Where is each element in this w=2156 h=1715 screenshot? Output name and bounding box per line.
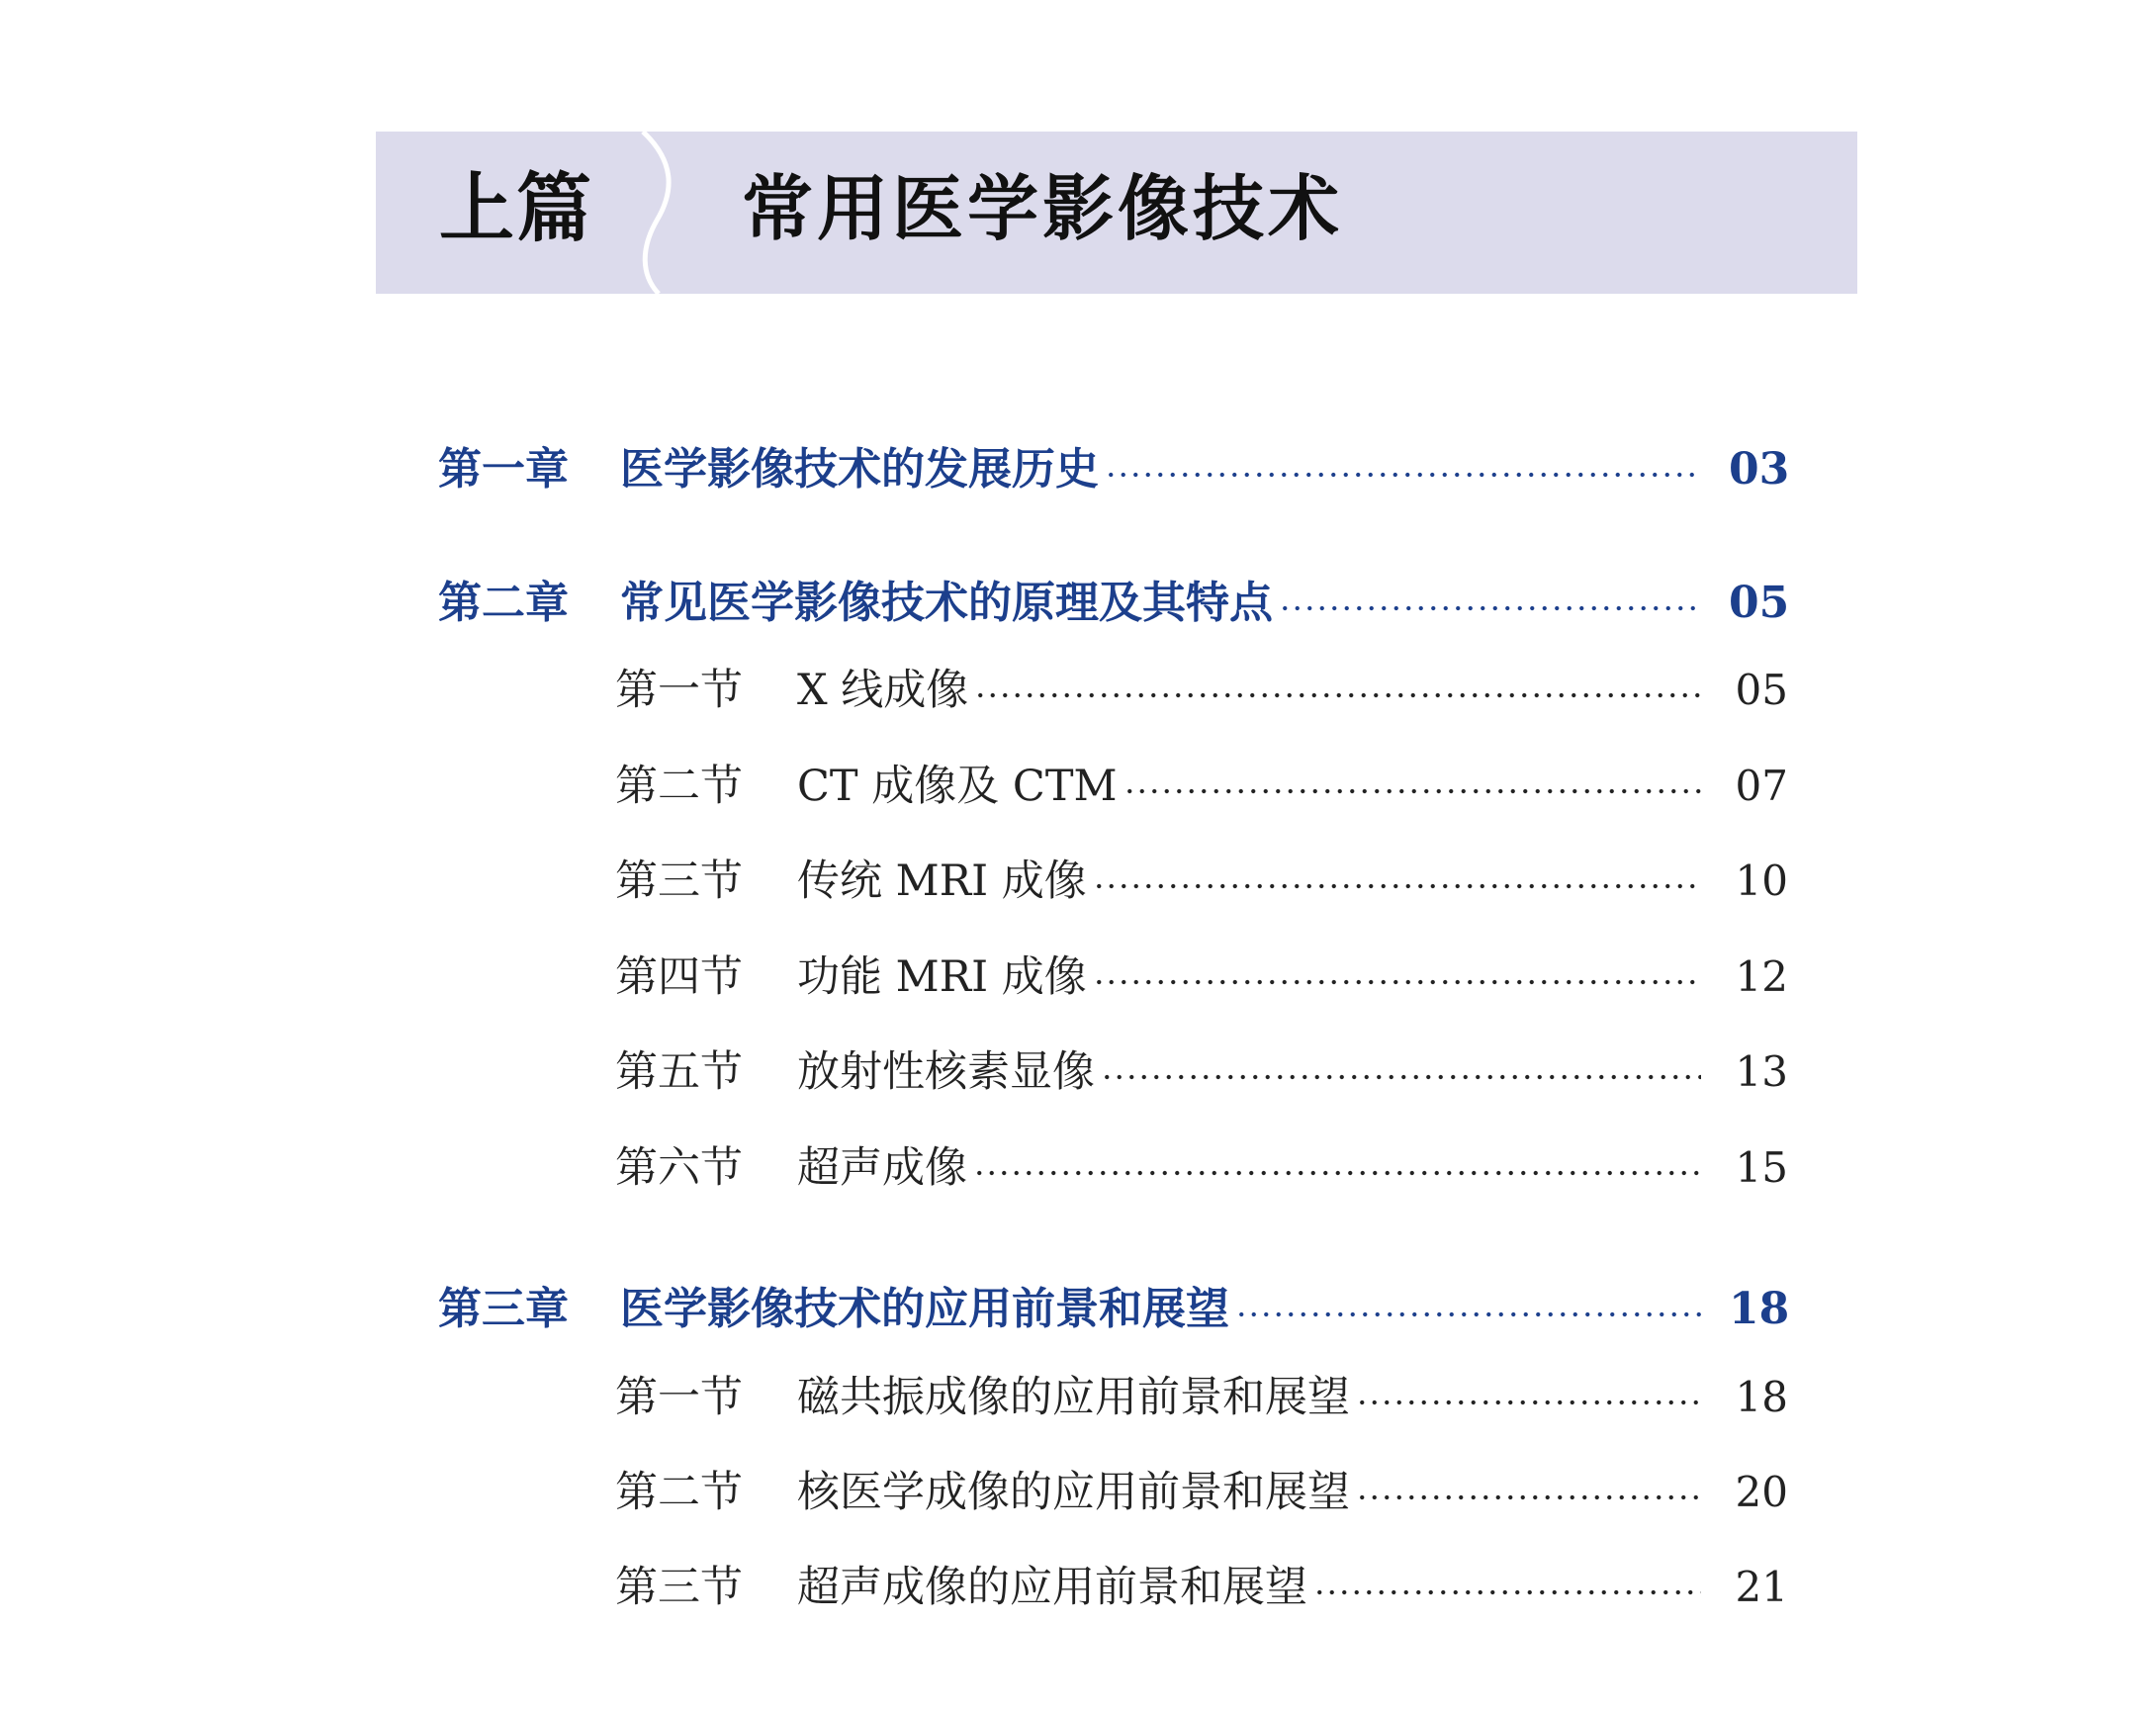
toc-section[interactable] (0, 752, 2156, 821)
section-number: 第六节 (615, 1143, 743, 1193)
section-title: 传统 MRI 成像 (797, 857, 1087, 906)
dot-leader (1313, 1589, 1701, 1595)
chapter-title: 常见医学影像技术的原理及其特点 (620, 578, 1273, 628)
section-number: 第五节 (615, 1047, 743, 1097)
page-number: 21 (1735, 1563, 1788, 1611)
section-number: 第二节 (615, 1468, 743, 1517)
chapter-title: 医学影像技术的应用前景和展望 (620, 1284, 1229, 1334)
page-number: 12 (1735, 952, 1788, 1001)
dot-leader (973, 1170, 1701, 1176)
section-number: 第一节 (615, 1373, 743, 1422)
section-title: 放射性核素显像 (797, 1047, 1095, 1097)
toc-section[interactable] (0, 847, 2156, 916)
chapter-number: 第一章 (438, 444, 569, 495)
section-number: 第三节 (615, 857, 743, 906)
toc-section[interactable] (0, 1553, 2156, 1622)
dot-leader (1279, 605, 1701, 611)
page-number: 05 (1735, 666, 1788, 714)
section-title: CT 成像及 CTM (797, 762, 1118, 811)
section-title: 功能 MRI 成像 (797, 952, 1087, 1002)
toc-section[interactable] (0, 1038, 2156, 1107)
toc-section[interactable] (0, 1133, 2156, 1203)
toc-section[interactable] (0, 943, 2156, 1012)
dot-leader (1105, 472, 1701, 478)
part-title: 常用医学影像技术 (742, 166, 1344, 250)
page-number: 15 (1735, 1143, 1788, 1192)
section-number: 第三节 (615, 1563, 743, 1612)
page-number: 07 (1735, 762, 1788, 810)
section-title: 核医学成像的应用前景和展望 (797, 1468, 1350, 1517)
dot-leader (1235, 1311, 1701, 1317)
part-label: 上篇 (439, 164, 593, 252)
section-title: 磁共振成像的应用前景和展望 (797, 1373, 1350, 1422)
banner-curve-divider (613, 132, 682, 294)
dot-leader (1123, 788, 1701, 794)
page-number: 18 (1735, 1373, 1788, 1421)
chapter-number: 第二章 (438, 578, 569, 628)
section-number: 第二节 (615, 762, 743, 811)
toc-section[interactable] (0, 656, 2156, 725)
section-number: 第一节 (615, 666, 743, 715)
toc-chapter-2[interactable] (0, 569, 2156, 638)
toc-section[interactable] (0, 1363, 2156, 1432)
page-number: 10 (1735, 857, 1788, 905)
part-banner (376, 132, 1857, 294)
dot-leader (1356, 1399, 1701, 1405)
toc-chapter-3[interactable] (0, 1275, 2156, 1344)
dot-leader (1093, 883, 1701, 889)
page-number: 13 (1735, 1047, 1788, 1096)
section-number: 第四节 (615, 952, 743, 1002)
section-title: 超声成像的应用前景和展望 (797, 1563, 1307, 1612)
toc-section[interactable] (0, 1458, 2156, 1527)
page-number: 18 (1729, 1284, 1790, 1334)
dot-leader (1093, 979, 1701, 985)
chapter-number: 第三章 (438, 1284, 569, 1334)
toc-chapter-1[interactable] (0, 435, 2156, 504)
section-title: 超声成像 (797, 1143, 967, 1193)
section-title: X 线成像 (797, 666, 969, 715)
page-number: 05 (1729, 578, 1790, 628)
dot-leader (1101, 1074, 1701, 1080)
chapter-title: 医学影像技术的发展历史 (620, 444, 1099, 495)
page-number: 03 (1729, 444, 1790, 495)
page-number: 20 (1735, 1468, 1788, 1516)
dot-leader (974, 692, 1701, 698)
dot-leader (1356, 1494, 1701, 1500)
